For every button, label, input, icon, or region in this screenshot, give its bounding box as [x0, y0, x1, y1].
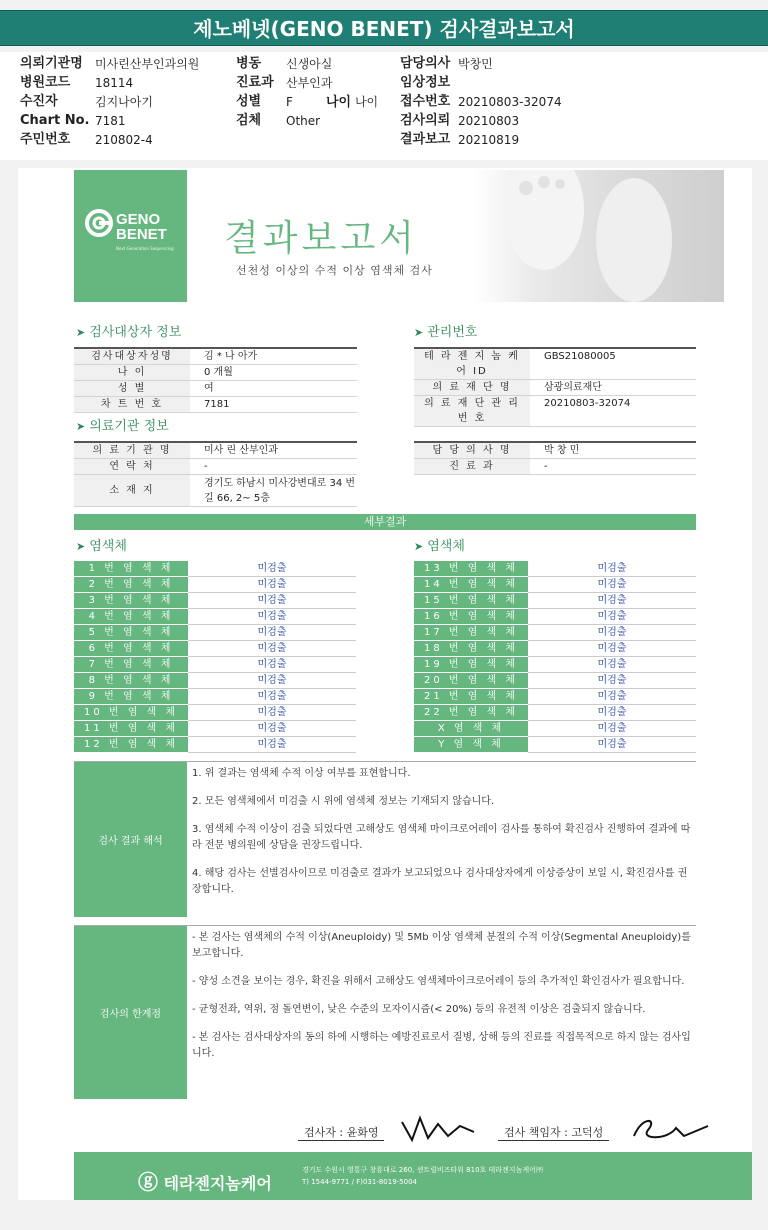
- info-value: 20210803-32074: [544, 398, 631, 409]
- chromosome-row: [74, 689, 356, 705]
- baby-feet-photo: [474, 170, 724, 302]
- theragen-logo-icon: ⓖ: [138, 1170, 158, 1194]
- chromosome-row: [414, 625, 696, 641]
- info-row: [74, 443, 357, 459]
- header-value: 20210803-32074: [458, 95, 562, 109]
- info-key: 의 료 재 단 명: [414, 380, 530, 395]
- chromosome-name: 19 번 염 색 체: [414, 657, 528, 673]
- chromosome-name: 10 번 염 색 체: [74, 705, 188, 721]
- baby-feet-image: [474, 170, 724, 302]
- chromosome-name: 13 번 염 색 체: [414, 561, 528, 577]
- chromosome-result: 미검출: [188, 561, 356, 577]
- chromosome-result: 미검출: [188, 625, 356, 641]
- header-label: 수진자: [20, 94, 58, 109]
- chromosome-name: 8 번 염 색 체: [74, 673, 188, 689]
- info-key: 검사대상자성명: [74, 349, 190, 364]
- chromosome-name: 18 번 염 색 체: [414, 641, 528, 657]
- chromosome-row: [74, 657, 356, 673]
- note-item: 2. 모든 염색체에서 미검출 시 위에 염색체 정보는 기재되지 않습니다.: [192, 796, 495, 807]
- header-value: 박창민: [458, 57, 493, 71]
- chromosome-name: 11 번 염 색 체: [74, 721, 188, 737]
- chromosome-name: 20 번 염 색 체: [414, 673, 528, 689]
- info-row: [74, 397, 357, 413]
- note-item: - 균형전좌, 역위, 점 돌연변이, 낮은 수준의 모자이시즘(< 20%) 등의 유전적 이상은 검출되지 않습니다.: [192, 1004, 646, 1015]
- report-paper: [18, 168, 752, 1200]
- chromosome-result: 미검출: [528, 561, 696, 577]
- header-label: 검사의뢰: [400, 113, 451, 128]
- header-label: 결과보고: [400, 132, 451, 147]
- tester-name: 검사자 : 윤화영: [298, 1124, 384, 1141]
- header-value: 210802-4: [95, 133, 153, 147]
- director-signature: [628, 1114, 713, 1144]
- info-key: 차 트 번 호: [74, 397, 190, 412]
- info-key: 소 재 지: [74, 475, 190, 506]
- info-row: [74, 365, 357, 381]
- chromosome-result: 미검출: [528, 721, 696, 737]
- info-key: 테 라 젠 지 놈 케 어 ID: [414, 349, 530, 379]
- doctor-table: [414, 441, 696, 475]
- info-key: 의 료 기 관 명: [74, 443, 190, 458]
- info-value: 0 개월: [204, 367, 233, 378]
- chromosome-result: 미검출: [188, 737, 356, 753]
- section-arrow-icon: ➤: [76, 540, 86, 553]
- chromosome-row: [414, 593, 696, 609]
- header-label: 의뢰기관명: [20, 56, 83, 71]
- section-arrow-icon: ➤: [414, 326, 424, 339]
- info-row: [74, 381, 357, 397]
- info-value: 미사 린 산부인과: [204, 445, 278, 456]
- banner-title: 결과보고서: [224, 218, 418, 259]
- info-value: 여: [204, 383, 214, 394]
- header-value: 산부인과: [286, 76, 333, 90]
- info-key: 진 료 과: [414, 459, 530, 474]
- chromosome-name: Y 염 색 체: [414, 737, 528, 753]
- chromosome-row: [74, 737, 356, 753]
- chromosome-result: 미검출: [528, 737, 696, 753]
- header-value: 20210819: [458, 133, 520, 147]
- chromosome-row: [414, 737, 696, 753]
- header-label: 접수번호: [400, 94, 451, 109]
- chromosome-name: 12 번 염 색 체: [74, 737, 188, 753]
- chromosome-result: 미검출: [528, 673, 696, 689]
- mgmt-table: [414, 347, 696, 427]
- chromosome-result: 미검출: [528, 705, 696, 721]
- banner: [74, 170, 724, 302]
- chromosome-result: 미검출: [188, 609, 356, 625]
- chromosome-table-left: [74, 561, 356, 753]
- section-arrow-icon: ➤: [76, 326, 86, 339]
- subject-table: [74, 347, 357, 413]
- chromosome-name: X 염 색 체: [414, 721, 528, 737]
- chromosome-name: 5 번 염 색 체: [74, 625, 188, 641]
- info-value: 7181: [204, 399, 230, 410]
- info-row: [74, 475, 357, 507]
- chromosome-name: 14 번 염 색 체: [414, 577, 528, 593]
- header-value: 18114: [95, 76, 134, 90]
- header-label: 담당의사: [400, 56, 451, 71]
- chromosome-row: [414, 561, 696, 577]
- chromosome-row: [74, 641, 356, 657]
- chromosome-name: 21 번 염 색 체: [414, 689, 528, 705]
- chrom-heading-right: ➤ 염색체: [414, 539, 465, 554]
- interpretation-label: 검사 결과 해석: [74, 762, 187, 917]
- chromosome-row: [414, 657, 696, 673]
- chrom-heading-left: ➤ 염색체: [76, 539, 127, 554]
- chromosome-name: 7 번 염 색 체: [74, 657, 188, 673]
- chromosome-result: 미검출: [528, 641, 696, 657]
- chromosome-row: [74, 561, 356, 577]
- inst-heading: ➤ 의료기관 정보: [76, 419, 169, 434]
- interpretation-text: [188, 762, 696, 917]
- chromosome-name: 4 번 염 색 체: [74, 609, 188, 625]
- header-label: 성별: [236, 94, 262, 109]
- chromosome-result: 미검출: [188, 673, 356, 689]
- chromosome-result: 미검출: [188, 657, 356, 673]
- chromosome-row: [74, 593, 356, 609]
- note-item: - 양성 소견을 보이는 경우, 확진을 위해서 고해상도 염색체마이크로어레이 등의 추가적인 확인검사가 필요합니다.: [192, 976, 685, 987]
- header-value: 7181: [95, 114, 126, 128]
- info-row: [414, 396, 696, 427]
- logo-subtext: Next Generation Sequencing: [116, 246, 174, 251]
- chromosome-row: [414, 609, 696, 625]
- chromosome-name: 22 번 염 색 체: [414, 705, 528, 721]
- logo-line1: GENO: [116, 211, 161, 228]
- info-key: 성 별: [74, 381, 190, 396]
- note-item: 4. 해당 검사는 선별검사이므로 미검출로 결과가 보고되었으나 검사대상자에게 이상증상이 보일 시, 확진검사를 권장합니다.: [192, 868, 688, 895]
- header-label: Chart No.: [20, 113, 90, 128]
- subject-heading: ➤ 검사대상자 정보: [76, 325, 182, 340]
- info-row: [74, 349, 357, 365]
- header-info: [0, 52, 768, 160]
- section-arrow-icon: ➤: [76, 420, 86, 433]
- chromosome-result: 미검출: [188, 641, 356, 657]
- chromosome-name: 3 번 염 색 체: [74, 593, 188, 609]
- logo-line2: BENET: [116, 226, 167, 243]
- info-value: 삼광의료재단: [544, 382, 602, 393]
- chromosome-result: 미검출: [188, 705, 356, 721]
- header-label: 병동: [236, 56, 262, 71]
- info-row: [414, 349, 696, 380]
- info-value: 경기도 하남시 미사강변대로 34 번길 66, 2~ 5층: [204, 478, 356, 504]
- info-value: -: [544, 461, 548, 472]
- limitations-label: 검사의 한계점: [74, 926, 187, 1099]
- note-item: 3. 염색체 수적 이상이 검출 되었다면 고해상도 염색체 마이크로어레이 검사를 통하여 확진검사 진행하여 결과에 따라 전문 병의원에 상담을 권장드립니다.: [192, 824, 691, 851]
- info-key: 연 락 처: [74, 459, 190, 474]
- note-item: 1. 위 결과는 염색체 수적 이상 여부를 표현합니다.: [192, 768, 411, 779]
- chromosome-result: 미검출: [528, 609, 696, 625]
- header-value: 20210803: [458, 114, 520, 128]
- footer-address: 경기도 수원시 영통구 창룡대로 260, 센트럴비즈타워 810호 테라젠지놈케어㈜ T) 1544-9771 / F)031-8019-5004: [302, 1166, 543, 1186]
- section-arrow-icon: ➤: [414, 540, 424, 553]
- header-value: 미사린산부인과의원: [95, 57, 200, 71]
- detail-results-bar: 세부결과: [74, 514, 696, 530]
- chromosome-result: 미검출: [188, 689, 356, 705]
- note-item: - 본 검사는 염색체의 수적 이상(Aneuploidy) 및 5Mb 이상 염색체 분절의 수적 이상(Segmental Aneuploidy)를 보고합니다.: [192, 932, 691, 959]
- chromosome-row: [74, 705, 356, 721]
- header-label: 병원코드: [20, 75, 71, 90]
- tester-signature: [398, 1114, 478, 1144]
- chromosome-result: 미검출: [528, 689, 696, 705]
- chromosome-result: 미검출: [528, 577, 696, 593]
- genobenet-logo-icon: [84, 208, 114, 238]
- info-value: 김 * 나 아가: [204, 351, 258, 362]
- chromosome-row: [414, 689, 696, 705]
- info-value: -: [204, 461, 208, 472]
- header-value: 신생아실: [286, 57, 333, 71]
- chromosome-name: 2 번 염 색 체: [74, 577, 188, 593]
- limitations-text: [188, 926, 696, 1099]
- genobenet-logo: [84, 208, 184, 258]
- info-key: 담 당 의 사 명: [414, 443, 530, 458]
- info-key: 의 료 재 단 관 리 번 호: [414, 396, 530, 426]
- header-label: 진료과: [236, 75, 274, 90]
- institution-table: [74, 441, 357, 507]
- mgmt-heading: ➤ 관리번호: [414, 325, 478, 340]
- info-key: 나 이: [74, 365, 190, 380]
- chromosome-row: [414, 641, 696, 657]
- chromosome-name: 16 번 염 색 체: [414, 609, 528, 625]
- chromosome-row: [74, 609, 356, 625]
- chromosome-name: 9 번 염 색 체: [74, 689, 188, 705]
- chromosome-row: [414, 721, 696, 737]
- header-value: Other: [286, 114, 321, 128]
- footer: [74, 1152, 752, 1200]
- signature-area: [298, 1114, 718, 1144]
- header-value: F: [286, 95, 293, 109]
- chromosome-result: 미검출: [528, 625, 696, 641]
- age-label: 나이: [326, 95, 352, 110]
- chromosome-result: 미검출: [188, 577, 356, 593]
- note-item: - 본 검사는 검사대상자의 동의 하에 시행하는 예방진료로서 질병, 상해 등의 진료를 직접목적으로 하지 않는 검사입니다.: [192, 1032, 691, 1059]
- chromosome-result: 미검출: [528, 657, 696, 673]
- age-value: 나이: [354, 95, 379, 109]
- chromosome-result: 미검출: [188, 593, 356, 609]
- chromosome-row: [414, 673, 696, 689]
- chromosome-row: [74, 721, 356, 737]
- banner-green-block: [74, 170, 187, 302]
- info-row: [414, 443, 696, 459]
- info-row: [414, 459, 696, 475]
- header-value: 김지나아기: [95, 95, 153, 109]
- chromosome-name: 17 번 염 색 체: [414, 625, 528, 641]
- header-label: 주민번호: [20, 132, 71, 147]
- info-value: 박 창 민: [544, 445, 580, 456]
- info-row: [74, 459, 357, 475]
- chromosome-row: [74, 673, 356, 689]
- chromosome-name: 15 번 염 색 체: [414, 593, 528, 609]
- limitations-box: [74, 925, 696, 1099]
- chromosome-result: 미검출: [528, 593, 696, 609]
- info-row: [414, 380, 696, 396]
- chromosome-name: 6 번 염 색 체: [74, 641, 188, 657]
- header-label: 임상정보: [400, 75, 451, 90]
- director-name: 검사 책임자 : 고덕성: [498, 1124, 609, 1141]
- chromosome-result: 미검출: [188, 721, 356, 737]
- chromosome-row: [74, 577, 356, 593]
- chromosome-row: [414, 705, 696, 721]
- chromosome-row: [414, 577, 696, 593]
- info-value: GBS21080005: [544, 351, 616, 362]
- chromosome-table-right: [414, 561, 696, 753]
- report-title: 제노베넷(GENO BENET) 검사결과보고서: [0, 10, 768, 46]
- chromosome-name: 1 번 염 색 체: [74, 561, 188, 577]
- chromosome-row: [74, 625, 356, 641]
- banner-subtitle: 선천성 이상의 수적 이상 염색체 검사: [236, 264, 433, 277]
- theragen-logo: ⓖ 테라젠지놈케어: [138, 1170, 272, 1194]
- header-label: 검체: [236, 113, 262, 128]
- interpretation-box: [74, 761, 696, 917]
